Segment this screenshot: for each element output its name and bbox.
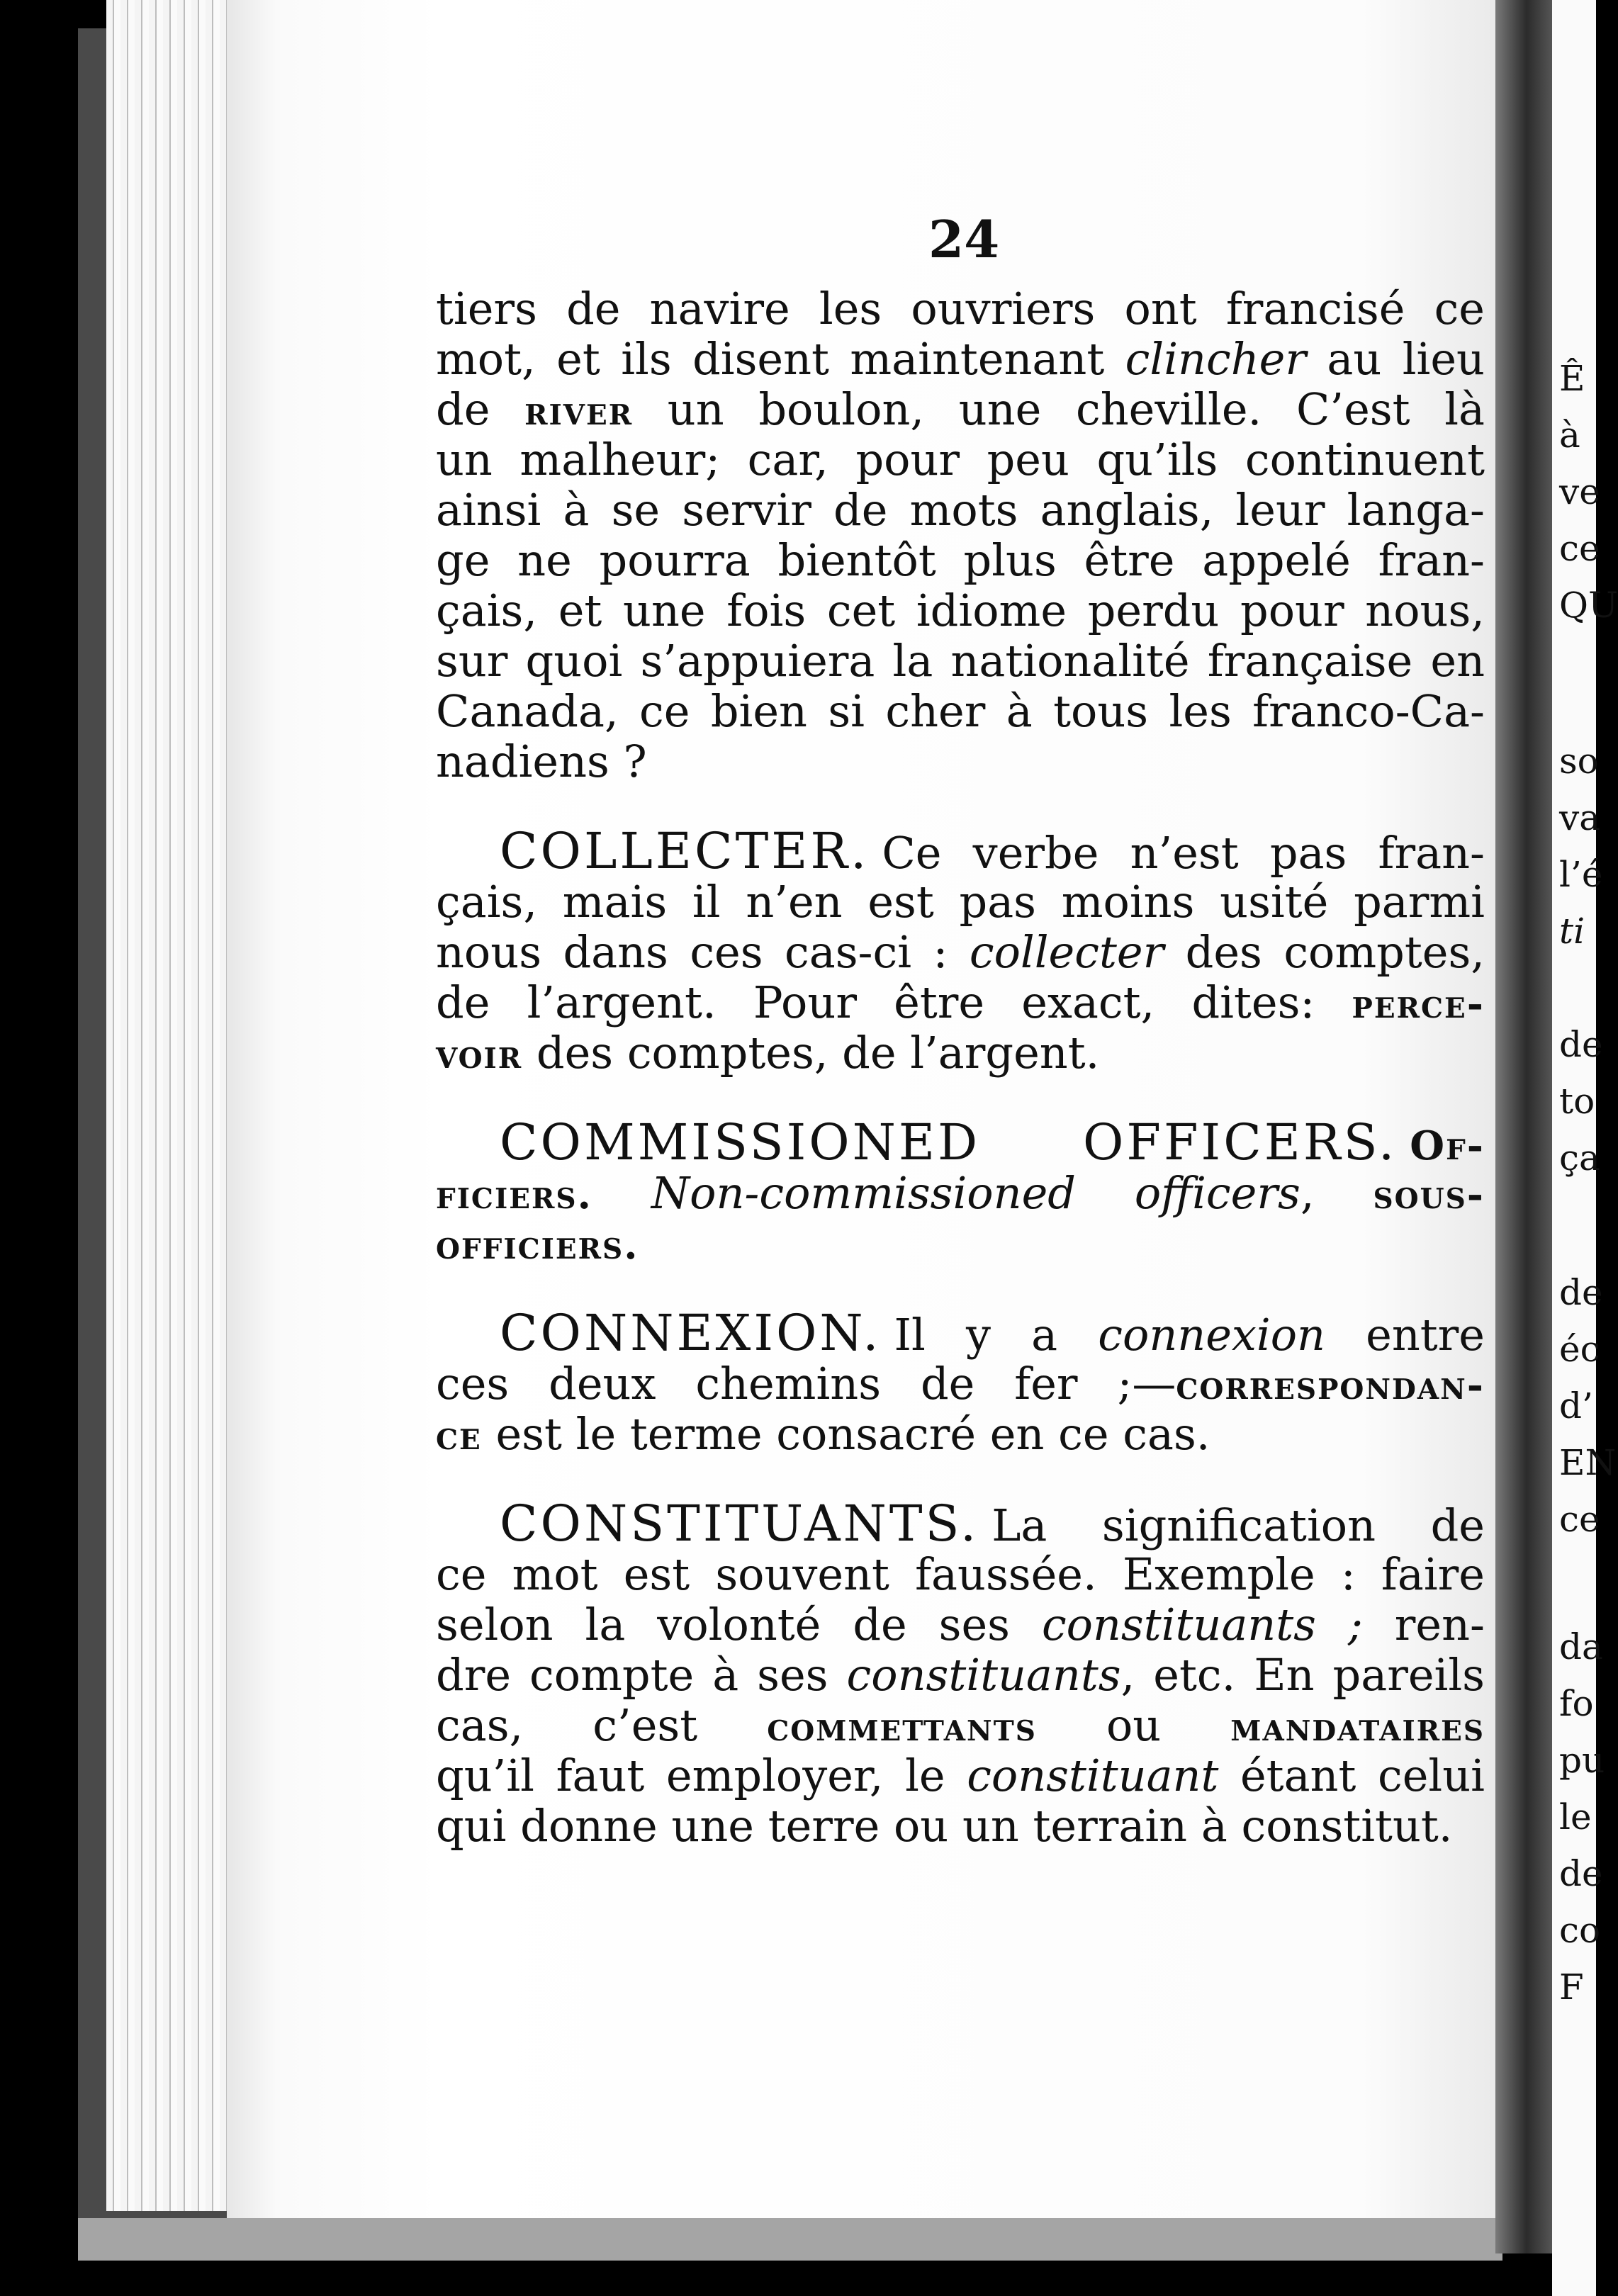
facing-page-fragment: de — [1559, 1272, 1603, 1313]
text-line: de l’argent. Pour être exact, dites: perce- — [436, 977, 1485, 1028]
text-line: de river un boulon, une cheville. C’est là — [436, 383, 1485, 435]
text-line: officiers. — [436, 1222, 639, 1268]
entry-headword: COMMISSIONED OFFICERS. — [500, 1113, 1398, 1171]
text-line: Canada, ce bien si cher à tous les franco-Ca- — [436, 685, 1485, 737]
page-number: 24 — [928, 209, 1000, 269]
facing-page-fragment: ce — [1559, 1499, 1600, 1540]
entry-constituants — [436, 1495, 1485, 1852]
text-line: voir des comptes, de l’argent. — [436, 1027, 1100, 1079]
facing-page-fragment: so — [1559, 741, 1599, 782]
text-line: un malheur; car, pour peu qu’ils continuent — [436, 434, 1485, 485]
text-line: nous dans ces cas-ci : collecter des comptes, — [436, 926, 1485, 978]
text-line: ainsi à se servir de mots anglais, leur langa- — [436, 484, 1485, 536]
book-gutter — [1495, 0, 1552, 2253]
text-line: cas, c’est commettants ou mandataires — [436, 1699, 1485, 1751]
facing-page-fragment: éc — [1559, 1329, 1600, 1370]
text-line: CONNEXION. Il y a connexion entre — [500, 1304, 1485, 1362]
entry-commissioned-officers — [436, 1113, 1485, 1268]
facing-page-fragment: à — [1559, 415, 1580, 456]
text-line: ge ne pourra bientôt plus être appelé fran- — [436, 534, 1485, 586]
facing-page-fragment: ti — [1559, 911, 1585, 952]
text-line: qu’il faut employer, le constituant étant celui — [436, 1750, 1485, 1801]
text-line: dre compte à ses constituants, etc. En pareils — [436, 1649, 1485, 1701]
page-bottom-edge — [78, 2218, 1502, 2261]
text-line: ce est le terme consacré en ce cas. — [436, 1408, 1210, 1460]
facing-page-fragment: ve — [1559, 471, 1600, 512]
text-line: selon la volonté de ses constituants ; ren- — [436, 1599, 1485, 1650]
facing-page-fragment: le — [1559, 1796, 1592, 1838]
facing-page-fragment: F — [1559, 1966, 1584, 2008]
text-line: çais, et une fois cet idiome perdu pour nous, — [436, 585, 1485, 636]
facing-page-fragment: ce — [1559, 528, 1600, 569]
facing-page-fragment: de — [1559, 1024, 1603, 1065]
page-text — [436, 283, 1485, 1851]
entry-collecter — [436, 822, 1485, 1079]
facing-page-fragment: QU — [1559, 585, 1618, 626]
text-line: COLLECTER. Ce verbe n’est pas fran- — [500, 822, 1485, 880]
facing-page-fragment: va — [1559, 797, 1601, 838]
facing-page-fragment: da — [1559, 1626, 1603, 1667]
entry-headword: CONNEXION. — [500, 1304, 882, 1362]
entry-headword: COLLECTER. — [500, 822, 870, 880]
text-line: CONSTITUANTS. La signification de — [500, 1495, 1485, 1553]
facing-page-fragment: to — [1559, 1081, 1595, 1122]
text-line: mot, et ils disent maintenant clincher au lieu — [436, 333, 1485, 385]
text-line: ces deux chemins de fer ;—correspondan- — [436, 1358, 1485, 1409]
facing-page-fragment: pu — [1559, 1740, 1605, 1781]
facing-page-fragment: co — [1559, 1910, 1601, 1951]
page-edges — [106, 0, 241, 2211]
text-line: nadiens ? — [436, 736, 647, 787]
entry-headword: CONSTITUANTS. — [500, 1495, 979, 1553]
facing-page-fragment: de — [1559, 1853, 1603, 1894]
text-line: qui donne une terre ou un terrain à constitut. — [436, 1800, 1453, 1852]
facing-page-fragment: fo — [1559, 1683, 1594, 1724]
text-line: sur quoi s’appuiera la nationalité française en — [436, 635, 1485, 687]
facing-page-edge — [1552, 0, 1618, 2296]
facing-page-fragment: ça — [1559, 1137, 1600, 1178]
text-line: tiers de navire les ouvriers ont francisé ce — [436, 283, 1485, 334]
text-line: çais, mais il n’en est pas moins usité parmi — [436, 876, 1485, 928]
facing-page-fragment: d’ — [1559, 1385, 1593, 1426]
text-line: ce mot est souvent faussée. Exemple : faire — [436, 1548, 1485, 1600]
text-line: ficiers. Non-commissioned officers, sous- — [436, 1167, 1485, 1219]
facing-page-fragment: EN — [1559, 1442, 1617, 1483]
text-line: COMMISSIONED OFFICERS. Of- — [500, 1113, 1485, 1171]
facing-page-fragment: l’é — [1559, 854, 1603, 895]
entry-connexion — [436, 1304, 1485, 1460]
continuation-paragraph — [436, 283, 1485, 787]
facing-page-fragment: Ê — [1559, 358, 1585, 399]
